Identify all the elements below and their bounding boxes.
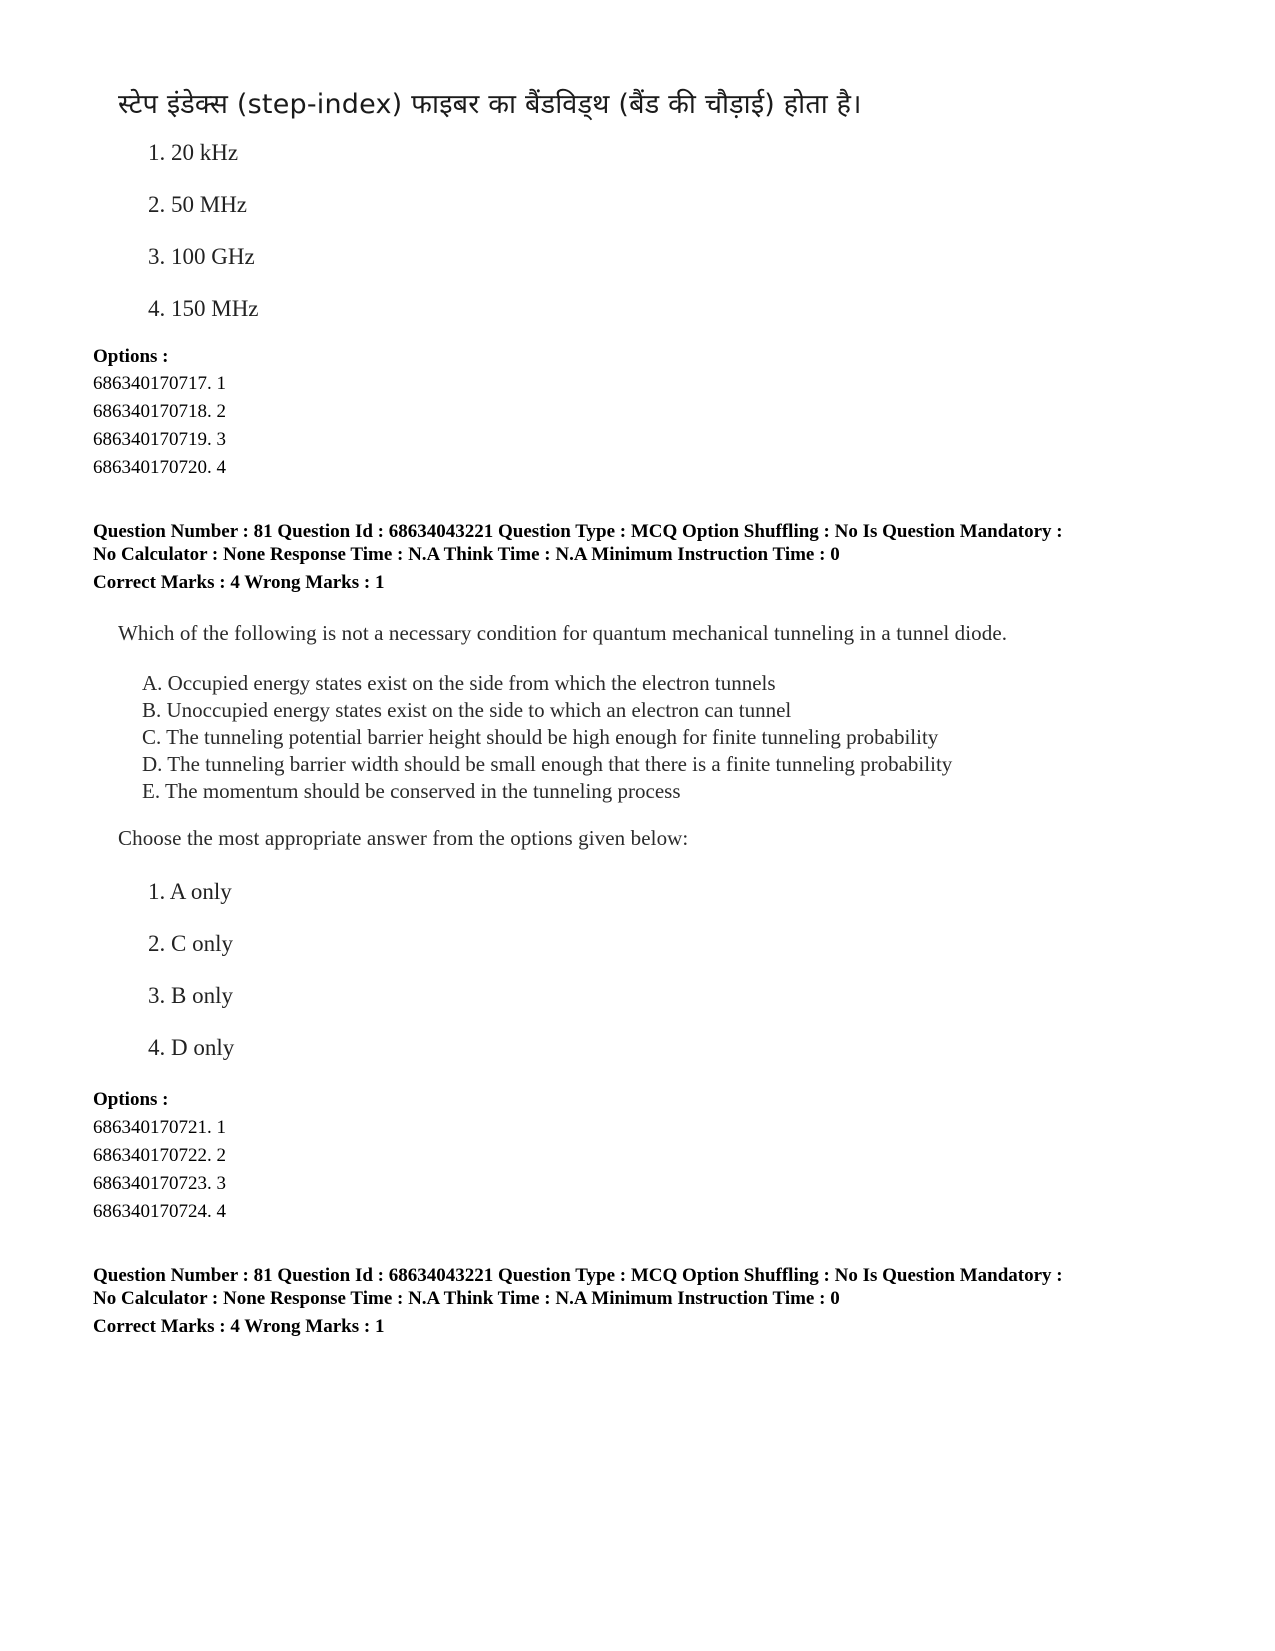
options-label: Options : bbox=[93, 1089, 169, 1110]
choice-4: 4. D only bbox=[148, 1035, 235, 1060]
option-id: 686340170724. 4 bbox=[93, 1201, 226, 1222]
question-text-hindi: स्टेप इंडेक्स (step-index) फाइबर का बैंडविड्थ (बैंड की चौड़ाई) होता है। bbox=[118, 89, 862, 120]
question-meta-line: Question Number : 81 Question Id : 68634043221 Question Type : MCQ Option Shuffling : No Is Question Mandatory : bbox=[93, 1265, 1063, 1286]
option-id: 686340170722. 2 bbox=[93, 1145, 226, 1166]
marks-line: Correct Marks : 4 Wrong Marks : 1 bbox=[93, 1316, 385, 1337]
question-meta-line: Question Number : 81 Question Id : 68634043221 Question Type : MCQ Option Shuffling : No Is Question Mandatory : bbox=[93, 521, 1063, 542]
statement: D. The tunneling barrier width should be small enough that there is a finite tunneling probability bbox=[142, 752, 953, 776]
choice-3: 3. 100 GHz bbox=[148, 244, 255, 269]
option-id: 686340170721. 1 bbox=[93, 1117, 226, 1138]
choice-1: 1. A only bbox=[148, 879, 232, 904]
option-id: 686340170718. 2 bbox=[93, 401, 226, 422]
choice-1: 1. 20 kHz bbox=[148, 140, 239, 165]
choice-4: 4. 150 MHz bbox=[148, 296, 259, 321]
choice-3: 3. B only bbox=[148, 983, 233, 1008]
option-id: 686340170720. 4 bbox=[93, 457, 226, 478]
instruction-text: Choose the most appropriate answer from the options given below: bbox=[118, 826, 689, 850]
statement: B. Unoccupied energy states exist on the side to which an electron can tunnel bbox=[142, 698, 792, 722]
option-id: 686340170723. 3 bbox=[93, 1173, 226, 1194]
statement: C. The tunneling potential barrier height should be high enough for finite tunneling probability bbox=[142, 725, 939, 749]
marks-line: Correct Marks : 4 Wrong Marks : 1 bbox=[93, 572, 385, 593]
choice-2: 2. 50 MHz bbox=[148, 192, 248, 217]
question-text: Which of the following is not a necessary condition for quantum mechanical tunneling in a tunnel diode. bbox=[118, 621, 1008, 645]
option-id: 686340170719. 3 bbox=[93, 429, 226, 450]
statement: E. The momentum should be conserved in the tunneling process bbox=[142, 779, 681, 803]
statement: A. Occupied energy states exist on the side from which the electron tunnels bbox=[142, 671, 776, 695]
option-id: 686340170717. 1 bbox=[93, 373, 226, 394]
question-meta-line: No Calculator : None Response Time : N.A Think Time : N.A Minimum Instruction Time : 0 bbox=[93, 1288, 840, 1309]
options-label: Options : bbox=[93, 346, 169, 367]
question-meta-line: No Calculator : None Response Time : N.A Think Time : N.A Minimum Instruction Time : 0 bbox=[93, 544, 840, 565]
choice-2: 2. C only bbox=[148, 931, 233, 956]
